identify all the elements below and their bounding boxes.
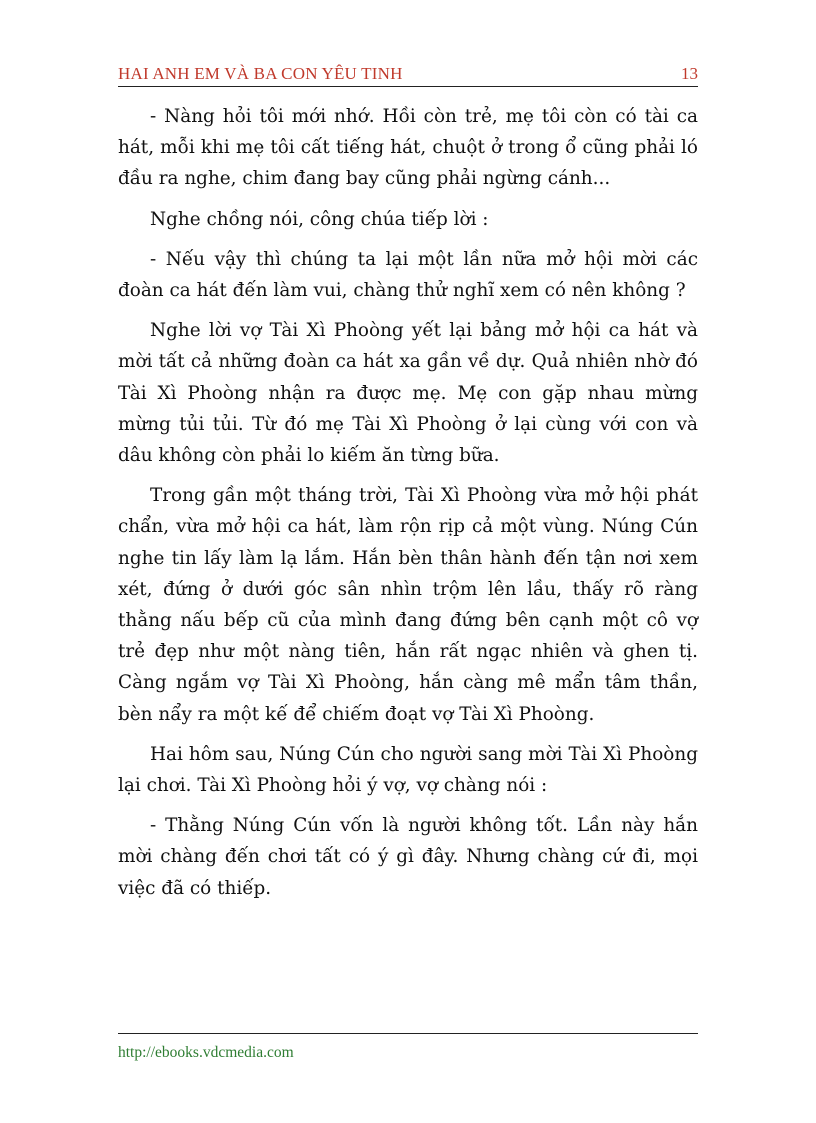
page-header	[118, 62, 698, 87]
paragraph: - Nếu vậy thì chúng ta lại một lần nữa mở hội mời các đoàn ca hát đến làm vui, chàng thử nghĩ xem có nên không ?	[118, 248, 698, 302]
footer-divider	[118, 1033, 698, 1034]
paragraph: Nghe lời vợ Tài Xì Phoòng yết lại bảng mở hội ca hát và mời tất cả những đoàn ca hát xa gần về dự. Quả nhiên nhờ đó Tài Xì Phoòng nhận ra được mẹ. Mẹ con gặp nhau mừng mừng tủi tủi. Từ đó mẹ Tài Xì Phoòng ở lại cùng với con và dâu không còn phải lo kiếm ăn từng bữa.	[118, 320, 698, 467]
paragraph: - Nàng hỏi tôi mới nhớ. Hồi còn trẻ, mẹ tôi còn có tài ca hát, mỗi khi mẹ tôi cất tiếng hát, chuột ở trong ổ cũng phải ló đầu ra nghe, chim đang bay cũng phải ngừng cánh...	[118, 106, 698, 190]
page-number: 13	[681, 64, 698, 83]
footer-website-link[interactable]: http://ebooks.vdcmedia.com	[118, 1044, 294, 1061]
paragraph: Trong gần một tháng trời, Tài Xì Phoòng vừa mở hội phát chẩn, vừa mở hội ca hát, làm rộn rịp cả một vùng. Núng Cún nghe tin lấy làm lạ lắm. Hắn bèn thân hành đến tận nơi xem xét, đứng ở dưới góc sân nhìn trộm lên lầu, thấy rõ ràng thằng nấu bếp cũ của mình đang đứng bên cạnh một cô vợ trẻ đẹp như một nàng tiên, hắn rất ngạc nhiên và ghen tị. Càng ngắm vợ Tài Xì Phoòng, hắn càng mê mẩn tâm thần, bèn nẩy ra một kế để chiếm đoạt vợ Tài Xì Phoòng.	[118, 485, 698, 725]
paragraph: Nghe chồng nói, công chúa tiếp lời :	[150, 208, 489, 230]
page-body	[118, 101, 698, 913]
paragraph: - Thằng Núng Cún vốn là người không tốt. Lần này hắn mời chàng đến chơi tất có ý gì đây. Nhưng chàng cứ đi, mọi việc đã có thiếp.	[118, 815, 698, 899]
paragraph: Hai hôm sau, Núng Cún cho người sang mời Tài Xì Phoòng lại chơi. Tài Xì Phoòng hỏi ý vợ, vợ chàng nói :	[118, 743, 698, 797]
book-title: HAI ANH EM VÀ BA CON YÊU TINH	[118, 64, 403, 83]
